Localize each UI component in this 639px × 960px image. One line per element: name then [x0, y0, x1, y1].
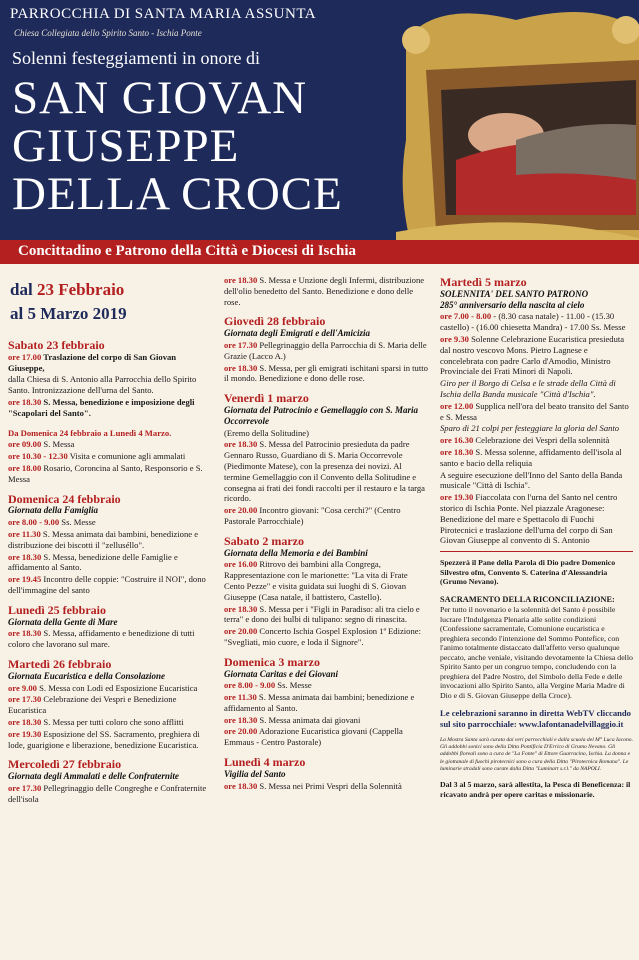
time-label: ore 17.30 [8, 782, 42, 793]
schedule-entry [224, 726, 429, 748]
entry-text: S. Messa solenne, affidamento dell'isola al santo e bacio della reliquia [440, 446, 622, 468]
day-subtitle: Vigilia del Santo [224, 768, 286, 779]
day-section [8, 491, 214, 596]
schedule-entry [440, 470, 633, 492]
time-label: ore 11.30 [224, 692, 257, 703]
entry-text: Pellegrinaggio delle Congreghe e Confraternite dell'isola [8, 782, 207, 804]
lead-text: Solenni festeggiamenti in onore di [12, 48, 260, 68]
time-label: ore 19.30 [440, 492, 474, 503]
time-label: ore 19.45 [8, 574, 42, 585]
entry-text: S. Messa animata dai bambini; benedizione e affidamento al Santo. [224, 692, 415, 713]
schedule-entry [224, 781, 429, 792]
time-label: ore 18.30 [224, 362, 258, 373]
banner [0, 240, 639, 264]
entry-text: - (8.30 casa natale) - 11.00 - (15.30 castello) - (16.00 chiesetta Mandra) - 17.00 Ss. Messe [440, 311, 626, 333]
schedule-entry [440, 492, 633, 546]
entry-text: S. Messa e Unzione degli Infermi, distribuzione dell'olio benedetto del Santo. Benedizione e dono delle rose. [224, 275, 425, 307]
day-subtitle: Giornata degli Ammalati e delle Confraternite [8, 771, 179, 782]
schedule-entry [440, 311, 633, 333]
program-column-1 [8, 340, 214, 813]
schedule-entry [440, 423, 633, 434]
schedule-entry [8, 529, 214, 551]
day-section [224, 275, 429, 307]
confession-text: Per tutto il novenario e la solennità del Santo è possibile lucrare l'Indulgenza Plenaria alle solite condizioni (Confessione sacramentale, Comunione eucaristica e preghiera secondo l'intenzione del Sommo Pontefice, con l'animo totalmente distaccato dall'affetto verso qualunque peccato, anche veniale, visitando devotamente la Chiesa dello Spirito Santo per un congruo tempo, concludendo con la preghiera del Padre Nostro, del Simbolo della Fede e delle invocazioni allo Spirito Santo, alla Vergine Maria Madre di Dio e di S. Giovan Giuseppe della Croce). [440, 605, 633, 700]
time-label: ore 20.00 [224, 726, 258, 737]
day-section [224, 654, 429, 748]
entry-text: Visita e comunione agli ammalati [67, 451, 186, 462]
entry-text: dalla Chiesa di S. Antonio alla Parrocchia dello Spirito Santo. Intronizzazione dell'urna del Santo. [8, 374, 197, 396]
schedule-entry [224, 340, 429, 362]
day-heading: Sabato 23 febbraio [8, 338, 105, 352]
parish-name: PARROCCHIA DI SANTA MARIA ASSUNTA [10, 6, 317, 22]
time-label: ore 7.00 - 8.00 [440, 311, 492, 322]
time-label: ore 20.00 [224, 505, 258, 516]
entry-text: S. Messa con Lodi ed Esposizione Eucaristica [36, 682, 198, 693]
schedule-entry [8, 628, 214, 650]
date-from-prefix: dal [10, 280, 37, 299]
schedule-entry [224, 275, 429, 307]
entry-text: Ritrovo dei bambini alla Congrega, Rappresentazione con le marionette: "La vita di Frate Cento Pezze" e visita guidata sui luoghi di S. Giovan Giuseppe (Casa natale, il battistero, Castello). [224, 559, 408, 602]
schedule-entry [8, 439, 214, 450]
schedule-entry [440, 435, 633, 446]
day-subtitle: Giornata del Patrocinio e Gemellaggio con S. Maria Occorrevole [224, 404, 419, 426]
day-section [8, 656, 214, 750]
schedule-entry [224, 428, 429, 439]
schedule-entry [224, 363, 429, 385]
time-label: ore 18.30 [8, 716, 42, 727]
time-label: ore 09.00 [8, 439, 42, 450]
entry-text: S. Messa [41, 439, 75, 450]
entry-text: Pellegrinaggio della Parrocchia di S. Maria delle Grazie (Lacco A.) [224, 339, 427, 361]
day-heading: Lunedì 25 febbraio [8, 602, 107, 617]
schedule-entry [8, 574, 214, 596]
schedule-entry [224, 505, 429, 527]
day-subtitle: Giornata Caritas e dei Giovani [224, 668, 339, 679]
day-heading: Domenica 3 marzo [224, 654, 320, 669]
entry-text: S. Messa, affidamento e benedizione di tutti coloro che lavorano sul mare. [8, 628, 195, 650]
divider [440, 551, 633, 552]
schedule-entry [224, 604, 429, 626]
entry-text: Ss. Messe [59, 517, 96, 528]
entry-text: Esposizione del SS. Sacramento, preghiera di lode, guarigione e liberazione, benedizione Eucaristica. [8, 728, 200, 750]
schedule-entry [8, 451, 214, 462]
day-heading: Da Domenica 24 febbraio a Lunedì 4 Marzo. [8, 427, 172, 438]
date-from: 23 Febbraio [36, 280, 125, 299]
entry-text: Fiaccolata con l'urna del Santo nel centro storico di Ischia Ponte. Nel piazzale Aragonese: Benedizione del mare e Spettacolo di Fuochi Pirotecnici e traslazione dell'urna del corpo di San Giovan Giuseppe al convento di S. Antonio [440, 492, 618, 546]
schedule-entry [8, 694, 214, 716]
webtv-note: Le celebrazioni saranno in diretta WebTV cliccando sul sito parrocchiale: www.lafontanadelvillaggio.it [440, 708, 631, 730]
program-column-3 [440, 277, 633, 799]
entry-text: S. Messa del Patrocinio presieduta da padre Gennaro Russo, Guardiano di S. Maria Occorrevole (Piedimonte Matese), con la presenza dei novizi. Al termine Gemellaggio con il Convento della Solitudine e consegna ai frati dei fondi raccolti per il restauro e la targa ricordo. [224, 439, 425, 504]
time-label: ore 18.30 [8, 396, 42, 407]
entry-text: S. Messa animata dai giovani [257, 714, 361, 725]
time-label: ore 18.30 [8, 551, 42, 562]
entry-text: S. Messa per tutti coloro che sono afflitti [41, 716, 184, 727]
schedule-entry [440, 378, 633, 400]
date-to-prefix: al [10, 304, 28, 323]
entry-text: Supplica nell'ora del beato transito del Santo e S. Messa [440, 400, 629, 422]
entry-text: Incontro giovani: "Cosa cerchi?" (Centro Pastorale Parrocchiale) [224, 505, 401, 526]
entry-text: Rosario, Coroncina al Santo, Responsorio e S. Messa [8, 462, 203, 484]
confession-title: SACRAMENTO DELLA RICONCILIAZIONE: [440, 594, 615, 604]
time-label: ore 16.00 [224, 559, 258, 570]
date-range [10, 278, 127, 326]
schedule-entry [224, 439, 429, 504]
day-section [224, 533, 429, 648]
day-heading: Lunedì 4 marzo [224, 755, 306, 770]
schedule-entry [8, 374, 214, 396]
banner-text: Concittadino e Patrono della Città e Diocesi di Ischia [18, 243, 357, 259]
time-label: ore 8.00 - 9.00 [224, 680, 276, 691]
day-section [8, 340, 214, 419]
day-subtitle: SOLENNITA' DEL SANTO PATRONO [440, 288, 589, 299]
day-section [224, 757, 429, 791]
schedule-entry [8, 352, 214, 374]
time-label: ore 18.30 [8, 628, 42, 639]
entry-text: S. Messa, benedizione delle Famiglie e affidamento al Santo. [8, 551, 178, 573]
schedule-entry [8, 717, 214, 728]
credits: La Mostra Santa sarà curata dai veri parrocchiali e dalla scuola del M° Luca Iacono. Gli addobbi sonici sono della Ditta Pontificia D'Errico di Grumo Nevano. Gli addobbi floreali sono a cura de "La Fonte" di Ettore Guarracino, Ischia. La donna e le giottanale di fuochi pirotecnici sono a cura della Ditta "Pirotecnica Romana". Le luminarie stradali sono curate dalla Ditta "Luminart s.r.l." da NAPOLI. [440, 737, 633, 772]
time-label: ore 18.00 [8, 462, 42, 473]
entry-text: Traslazione del corpo di San Giovan Giuseppe, [8, 351, 177, 373]
day-section [8, 602, 214, 650]
relic-urn-image [396, 0, 639, 262]
schedule-entry [224, 559, 429, 602]
program-column-2 [224, 274, 429, 800]
time-label: ore 10.30 - 12.30 [8, 451, 68, 462]
day-heading: Sabato 2 marzo [224, 533, 304, 548]
entry-text: Concerto Ischia Gospel Explosion 1ª Edizione: "Svegliati, mio cuore, e loda il Signore". [224, 626, 421, 647]
day-section [224, 393, 429, 527]
time-label: ore 11.30 [8, 528, 41, 539]
entry-text: Giro per il Borgo di Celsa e le strade della Città di Ischia della Banda musicale "Città d'Ischia". [440, 378, 616, 399]
time-label: ore 8.00 - 9.00 [8, 517, 60, 528]
time-label: ore 19.30 [8, 728, 42, 739]
day-heading: Giovedì 28 febbraio [224, 314, 326, 329]
time-label: ore 9.30 [440, 333, 469, 344]
time-label: ore 12.00 [440, 400, 474, 411]
schedule-list [440, 311, 633, 546]
day-subtitle: Giornata della Memoria e dei Bambini [224, 547, 368, 558]
day-heading: Martedì 5 marzo [440, 275, 527, 289]
charity-note: Dal 3 al 5 marzo, sarà allestita, la Pesca di Beneficenza: il ricavato andrà per opere caritas e missionarie. [440, 780, 631, 799]
day-subtitle-2: 285° anniversario della nascita al cielo [440, 299, 585, 310]
schedule-entry [224, 626, 429, 648]
day-subtitle: Giornata della Famiglia [8, 505, 99, 516]
day-heading: Martedì 26 febbraio [8, 656, 112, 671]
date-to: 5 Marzo 2019 [27, 304, 127, 323]
day-heading: Domenica 24 febbraio [8, 491, 121, 506]
schedule-entry [224, 692, 429, 714]
day-subtitle: Giornata della Gente di Mare [8, 616, 118, 627]
preacher-note: Spezzerà il Pane della Parola di Dio padre Domenico Silvestro ofm, Convento S. Caterina d'Alessandria (Grumo Nevano). [440, 558, 616, 587]
day-subtitle: Giornata degli Emigrati e dell'Amicizia [224, 328, 371, 339]
schedule-entry [440, 401, 633, 423]
parish-subtitle: Chiesa Collegiata dello Spirito Santo - Ischia Ponte [14, 28, 202, 38]
entry-text: Solenne Celebrazione Eucaristica presieduta dal nostro vescovo Mons. Pietro Lagnese e concelebrata con padre Carlo d'Amodio, Ministro Provinciale dei Frati Minori di Napoli. [440, 333, 625, 377]
schedule-entry [224, 715, 429, 726]
time-label: ore 18.30 [224, 603, 258, 614]
schedule-entry [8, 729, 214, 751]
entry-text: S. Messa per i "Figli in Paradiso: ali tra cielo e terra" e dono dei bulbi di tulipano: segno di rinascita. [224, 603, 420, 625]
day-section [224, 316, 429, 384]
schedule-entry [8, 552, 214, 574]
schedule-entry [8, 517, 214, 528]
time-label: ore 18.30 [224, 780, 258, 791]
schedule-entry [8, 463, 214, 485]
schedule-entry [8, 783, 214, 805]
time-label: ore 17.30 [224, 339, 258, 350]
saint-title: SAN GIOVAN GIUSEPPE DELLA CROCE [12, 72, 343, 220]
time-label: ore 18.30 [224, 714, 258, 725]
day-heading: Mercoledì 27 febbraio [8, 757, 122, 772]
entry-text: Incontro delle coppie: "Costruire il NOI", dono dell'immagine del santo [8, 574, 206, 595]
time-label: ore 18.30 [224, 439, 258, 450]
entry-text: A seguire esecuzione dell'Inno del Santo della Banda musicale "Città di Ischia". [440, 469, 623, 491]
time-label: ore 17.00 [8, 351, 42, 362]
time-label: ore 16.30 [440, 435, 474, 446]
time-label: ore 18.30 [440, 446, 474, 457]
day-section [8, 428, 214, 485]
entry-text: Ss. Messe [275, 680, 312, 691]
time-label: ore 9.00 [8, 682, 37, 693]
entry-text: Celebrazione dei Vespri e Benedizione Eucaristica [8, 694, 177, 716]
entry-text: S. Messa nei Primi Vespri della Solennità [257, 780, 402, 791]
entry-text: S. Messa, benedizione e imposizione degli "Scapolari del Santo". [8, 396, 195, 418]
schedule-entry [440, 447, 633, 469]
entry-text: Adorazione Eucaristica giovani (Cappella Emmaus - Centro Pastorale) [224, 726, 403, 748]
day-section [8, 759, 214, 804]
day-subtitle: Giornata Eucaristica e della Consolazione [8, 670, 166, 681]
day-heading: Venerdì 1 marzo [224, 391, 309, 406]
schedule-entry [8, 397, 214, 419]
entry-text: S. Messa animata dai bambini, benedizione e distribuzione dei biscotti il "zelluséllo". [8, 528, 199, 550]
entry-text: Celebrazione dei Vespri della solennità [473, 435, 610, 446]
schedule-entry [8, 683, 214, 694]
time-label: ore 17.30 [8, 694, 42, 705]
schedule-entry [224, 680, 429, 691]
schedule-entry [440, 334, 633, 377]
entry-text: (Eremo della Solitudine) [224, 427, 309, 438]
entry-text: Sparo di 21 colpi per festeggiare la gloria del Santo [440, 423, 620, 434]
entry-text: S. Messa, per gli emigrati ischitani sparsi in tutto il mondo. Benedizione e dono delle rose. [224, 362, 428, 384]
time-label: ore 20.00 [224, 626, 258, 637]
time-label: ore 18.30 [224, 275, 258, 285]
